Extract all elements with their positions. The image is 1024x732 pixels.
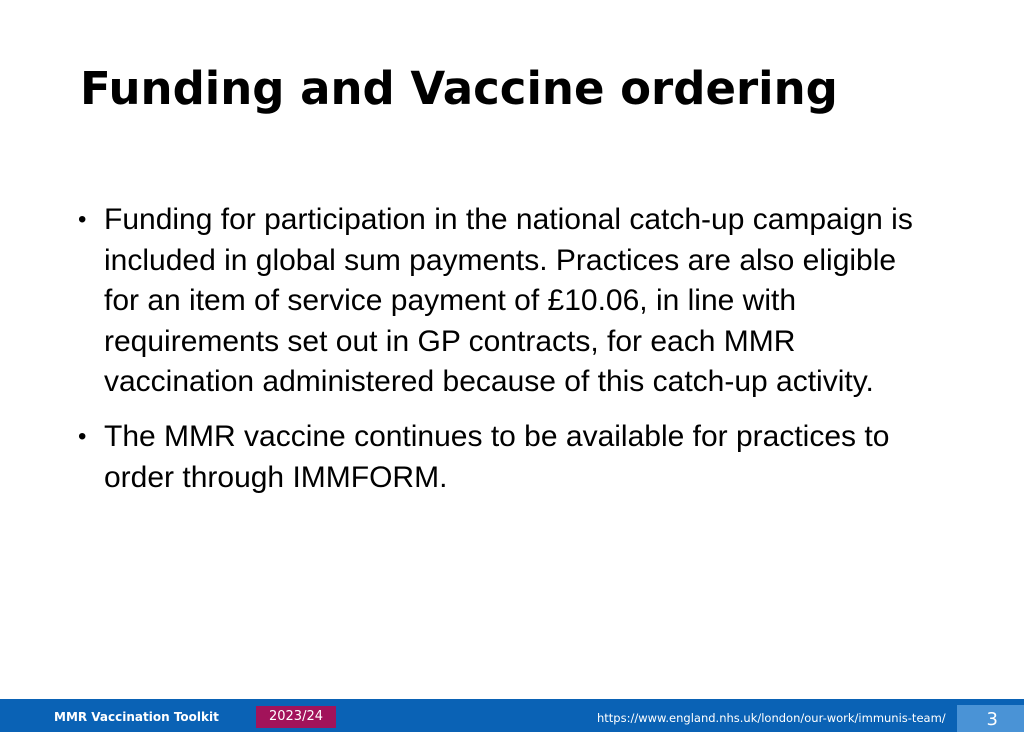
bullet-icon: • <box>78 422 87 450</box>
page-number: 3 <box>986 709 998 730</box>
year-badge: 2023/24 <box>256 706 336 728</box>
page-number-box <box>957 705 1024 732</box>
footer-bar <box>0 699 1024 732</box>
bullet-text: The MMR vaccine continues to be available for practices to order through IMMFORM. <box>104 419 890 494</box>
bullet-item-funding <box>78 200 923 403</box>
bullet-text: Funding for participation in the national catch-up campaign is included in global sum payments. Practices are also eligible for an item of service payment of £10.06, in line with requirements set out in GP contracts, for each MMR vaccination administered because of this catch-up activity. <box>104 203 913 399</box>
bullet-icon: • <box>78 206 87 233</box>
footer-toolkit-label: MMR Vaccination Toolkit <box>54 710 219 724</box>
footer-url-link[interactable]: https://www.england.nhs.uk/london/our-work/immunis-team/ <box>597 711 946 725</box>
slide-title: Funding and Vaccine ordering <box>80 62 838 115</box>
bullet-item-ordering <box>78 417 923 498</box>
bullet-list <box>78 200 923 512</box>
